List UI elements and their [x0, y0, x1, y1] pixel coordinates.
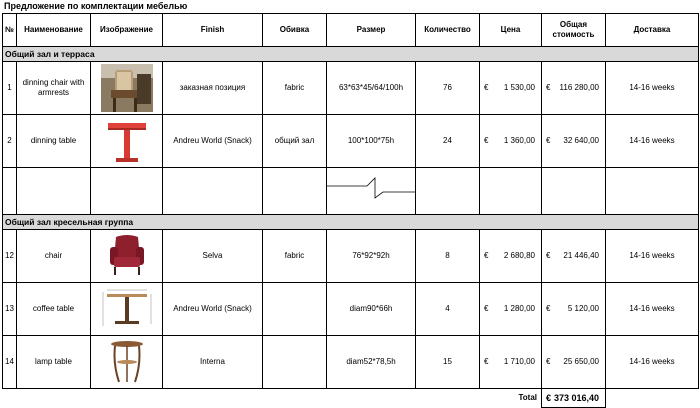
- currency-symbol: €: [546, 393, 552, 403]
- row-delivery: 14-16 weeks: [606, 115, 699, 168]
- dining-chair-photo-icon: [101, 64, 153, 112]
- row-upholstery: fabric: [263, 230, 327, 283]
- currency-symbol: €: [546, 357, 551, 366]
- row-total: € 21 446,40: [542, 230, 606, 283]
- currency-symbol: €: [546, 251, 551, 260]
- section-title: Общий зал кресельная группа: [3, 215, 699, 230]
- row-total: € 32 640,00: [542, 115, 606, 168]
- row-delivery: 14-16 weeks: [606, 336, 699, 389]
- row-size: 100*100*75h: [327, 115, 416, 168]
- section-title: Общий зал и терраса: [3, 47, 699, 62]
- header-qty: Количество: [416, 14, 480, 47]
- total-label: Total: [518, 393, 537, 403]
- row-num: 2: [3, 115, 17, 168]
- row-finish: Andreu World (Snack): [163, 283, 263, 336]
- omitted-rows-gap: [3, 168, 699, 215]
- table-row: [3, 62, 699, 115]
- row-price: € 1 710,00: [480, 336, 542, 389]
- row-price: € 2 680,80: [480, 230, 542, 283]
- header-finish: Finish: [163, 14, 263, 47]
- header-name: Наименование: [17, 14, 91, 47]
- table-row: [3, 115, 699, 168]
- currency-symbol: €: [484, 304, 489, 313]
- row-total: € 25 650,00: [542, 336, 606, 389]
- row-num: 13: [3, 283, 17, 336]
- row-qty: 8: [416, 230, 480, 283]
- currency-symbol: €: [484, 357, 489, 366]
- row-image: [91, 115, 163, 168]
- header-delivery: Доставка: [606, 14, 699, 47]
- row-size: diam90*66h: [327, 283, 416, 336]
- page-title: Предложение по комплектации мебелью: [4, 1, 188, 11]
- row-finish: Selva: [163, 230, 263, 283]
- header-upholstery: Обивка: [263, 14, 327, 47]
- row-size: 63*63*45/64/100h: [327, 62, 416, 115]
- row-delivery: 14-16 weeks: [606, 230, 699, 283]
- armchair-photo-icon: [104, 233, 150, 279]
- currency-symbol: €: [546, 304, 551, 313]
- row-num: 14: [3, 336, 17, 389]
- break-mark-icon: [327, 168, 416, 214]
- row-price: € 1 280,00: [480, 283, 542, 336]
- currency-symbol: €: [546, 83, 551, 92]
- grand-total: € 373 016,40: [542, 389, 606, 408]
- row-price: € 1 530,00: [480, 62, 542, 115]
- header-row: [3, 14, 699, 47]
- currency-symbol: €: [484, 136, 489, 145]
- row-num: 1: [3, 62, 17, 115]
- red-table-photo-icon: [104, 117, 150, 165]
- row-qty: 15: [416, 336, 480, 389]
- currency-symbol: €: [484, 251, 489, 260]
- row-qty: 24: [416, 115, 480, 168]
- row-upholstery: [263, 283, 327, 336]
- header-price: Цена: [480, 14, 542, 47]
- coffee-table-drawing-icon: [97, 286, 157, 332]
- furniture-table: [2, 13, 699, 408]
- row-finish: заказная позиция: [163, 62, 263, 115]
- row-total: € 5 120,00: [542, 283, 606, 336]
- row-finish: Interna: [163, 336, 263, 389]
- row-image: [91, 336, 163, 389]
- table-row: [3, 336, 699, 389]
- total-row: [3, 389, 699, 408]
- row-name: coffee table: [17, 283, 91, 336]
- row-upholstery: [263, 336, 327, 389]
- header-total-cost: Общая стоимость: [542, 14, 606, 47]
- row-qty: 4: [416, 283, 480, 336]
- row-size: diam52*78,5h: [327, 336, 416, 389]
- row-upholstery: fabric: [263, 62, 327, 115]
- section-row: [3, 47, 699, 62]
- section-row: [3, 215, 699, 230]
- row-name: dinning chair with armrests: [17, 62, 91, 115]
- row-price: € 1 360,00: [480, 115, 542, 168]
- header-size: Размер: [327, 14, 416, 47]
- row-image: [91, 230, 163, 283]
- row-upholstery: общий зал: [263, 115, 327, 168]
- row-name: chair: [17, 230, 91, 283]
- row-name: dinning table: [17, 115, 91, 168]
- row-total: € 116 280,00: [542, 62, 606, 115]
- table-row: [3, 283, 699, 336]
- row-qty: 76: [416, 62, 480, 115]
- row-num: 12: [3, 230, 17, 283]
- header-num: №: [3, 14, 17, 47]
- table-row: [3, 230, 699, 283]
- row-delivery: 14-16 weeks: [606, 62, 699, 115]
- row-size: 76*92*92h: [327, 230, 416, 283]
- cut-mark: [327, 168, 416, 215]
- row-image: [91, 283, 163, 336]
- currency-symbol: €: [484, 83, 489, 92]
- header-image: Изображение: [91, 14, 163, 47]
- row-finish: Andreu World (Snack): [163, 115, 263, 168]
- currency-symbol: €: [546, 136, 551, 145]
- row-name: lamp table: [17, 336, 91, 389]
- lamp-table-photo-icon: [107, 338, 147, 386]
- row-image: [91, 62, 163, 115]
- row-delivery: 14-16 weeks: [606, 283, 699, 336]
